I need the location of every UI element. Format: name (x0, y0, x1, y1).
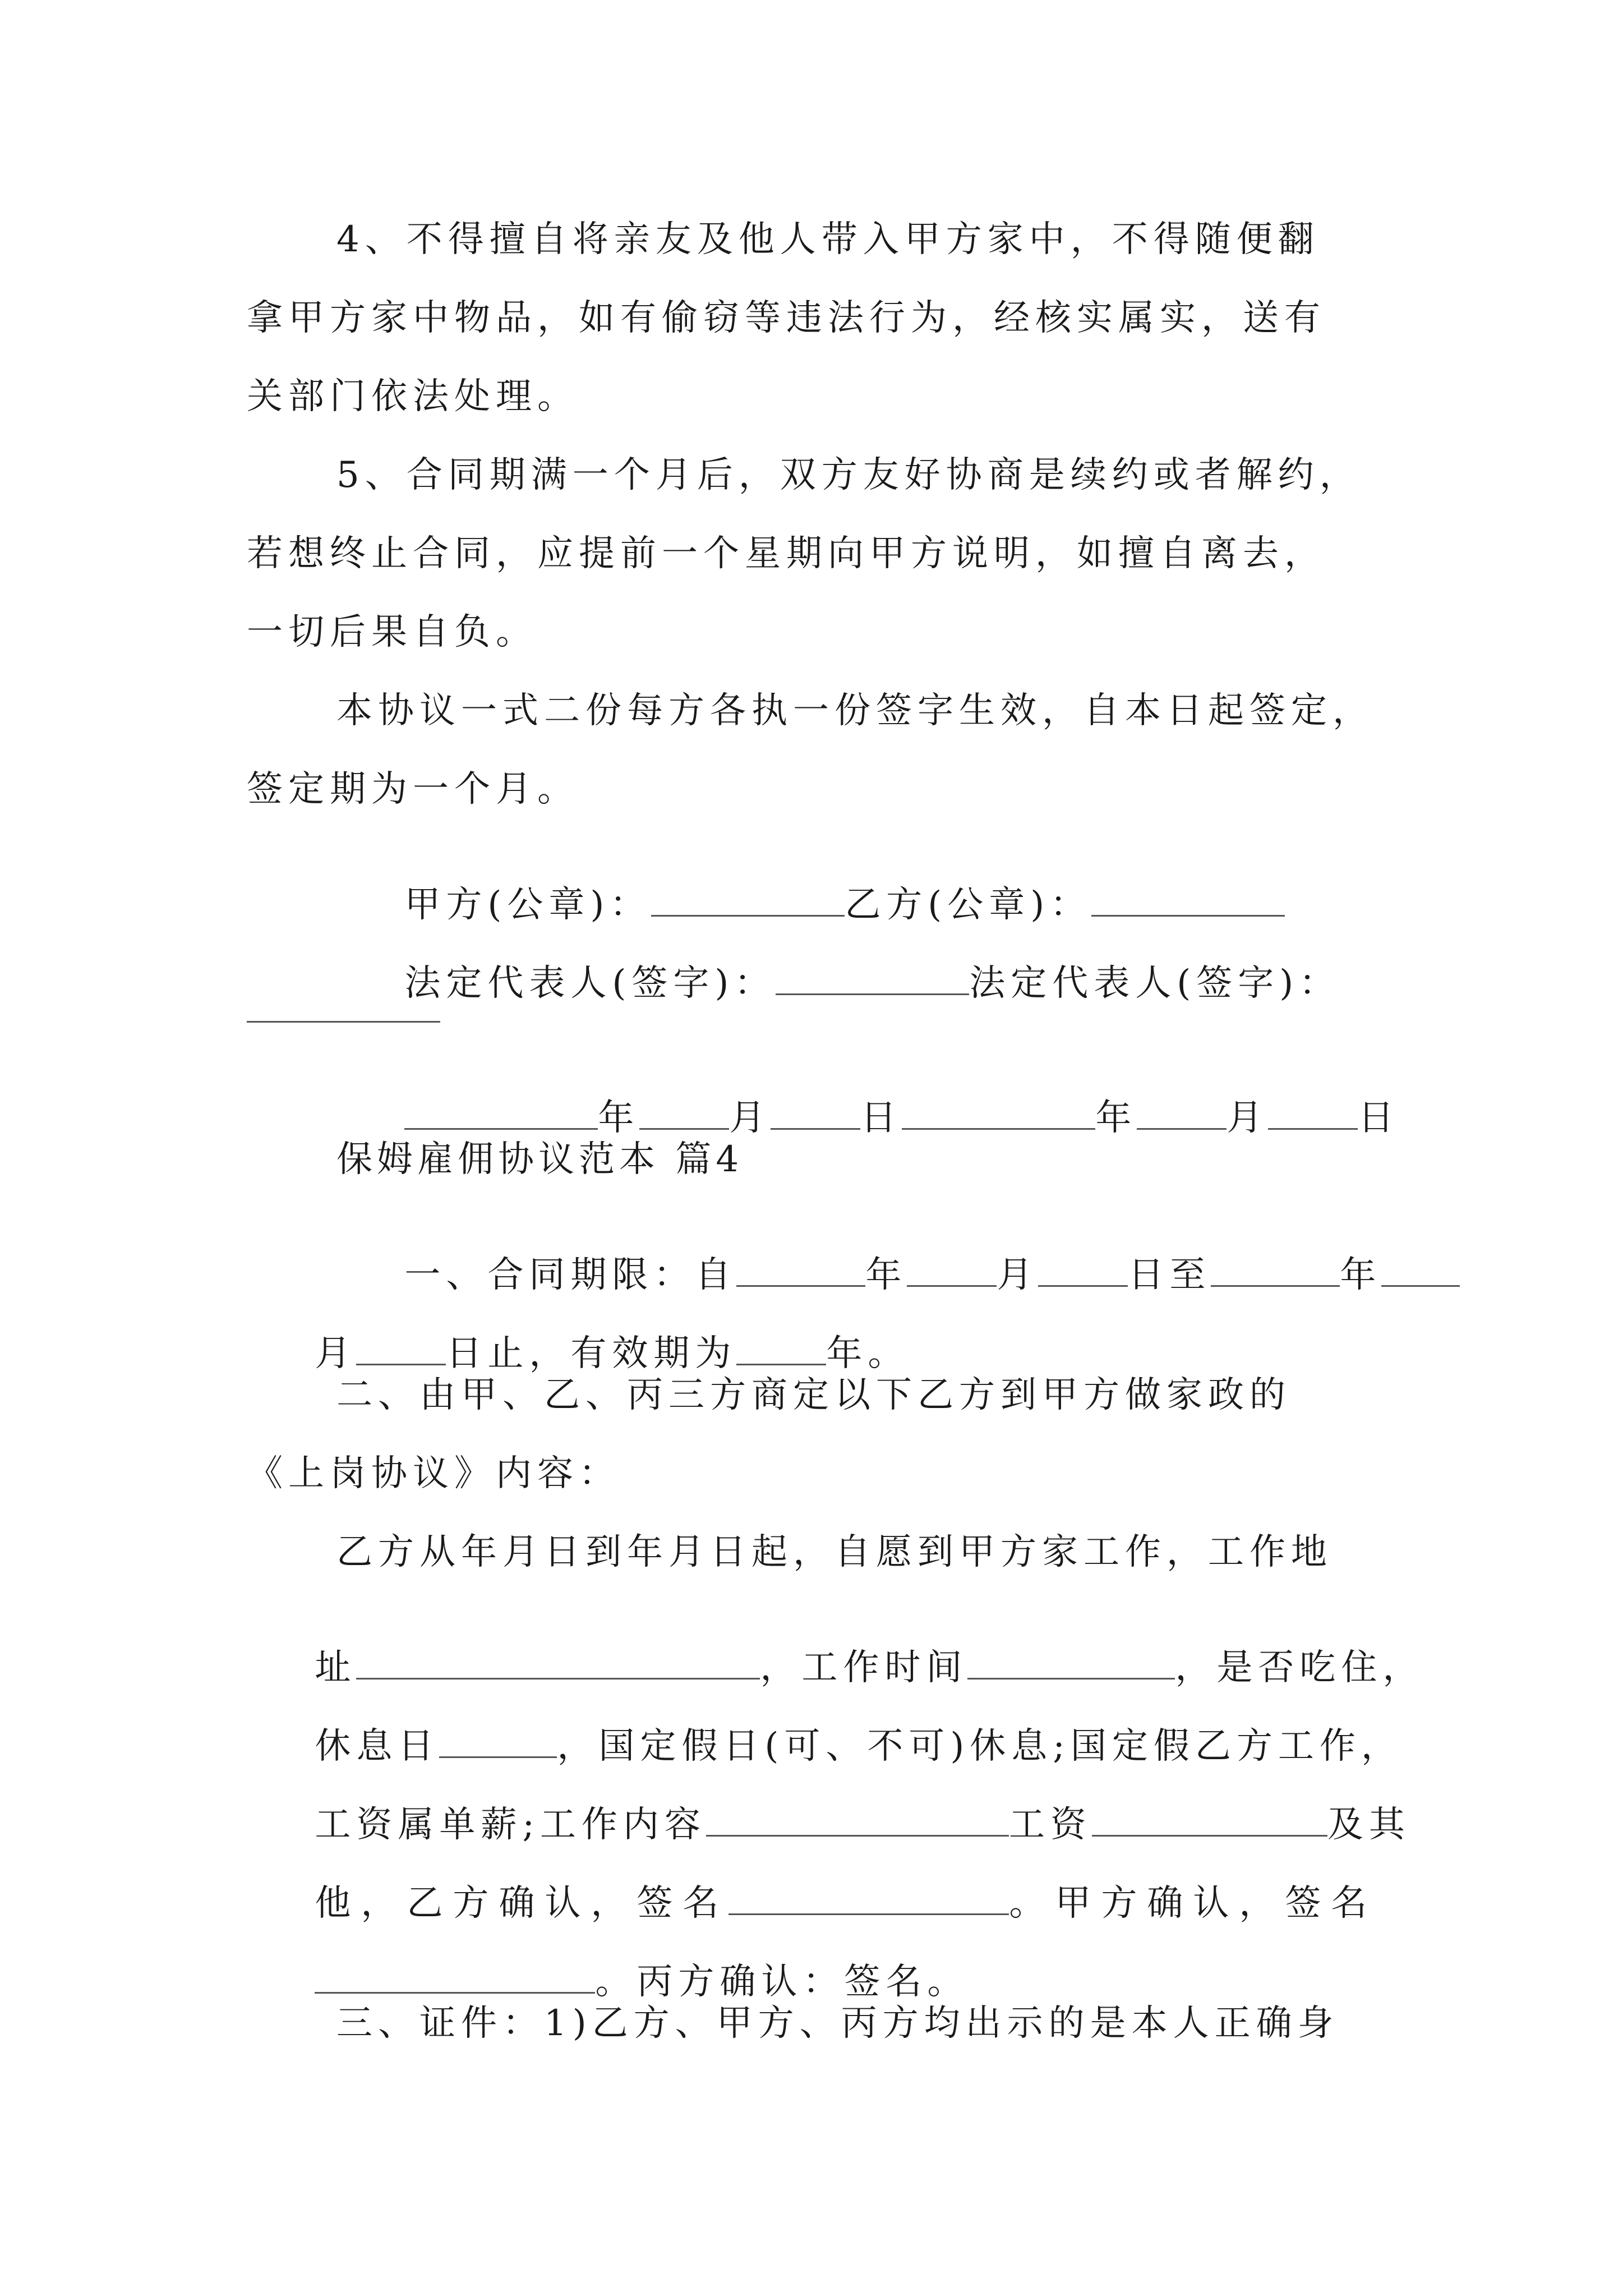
term-from-label: 一、合同期限：自 (404, 1254, 737, 1296)
party-a-legal-rep-blank (776, 964, 969, 995)
day-label-2: 日 (1358, 1097, 1400, 1139)
party-a-seal-label: 甲方(公章)： (404, 884, 652, 926)
month-label-2: 月 (1227, 1097, 1269, 1139)
others-label: 及其 (1327, 1804, 1410, 1846)
clause-5-line-1: 5、合同期满一个月后，双方友好协商是续约或者解约， (336, 454, 1361, 496)
term-to-day-blank (356, 1335, 446, 1365)
month-label: 月 (729, 1097, 771, 1139)
day-blank-2 (1268, 1099, 1358, 1130)
term-to-month-label: 月 (315, 1333, 357, 1374)
board-lodging-label: ，是否吃住， (1175, 1647, 1424, 1688)
month-blank (639, 1099, 729, 1130)
address-blank (356, 1649, 760, 1680)
validity-years-label: 年。 (826, 1333, 910, 1374)
work-hours-blank (967, 1649, 1175, 1680)
term-from-year-blank (736, 1256, 865, 1287)
party-b-seal-label: 乙方(公章)： (845, 884, 1092, 926)
year-blank-2 (902, 1099, 1095, 1130)
clause-4-line-3: 关部门依法处理。 (247, 376, 579, 417)
term-to-label: 日至 (1128, 1254, 1211, 1296)
term-to-month-blank (1381, 1256, 1460, 1287)
party-a-signature-label: 。甲方确认，签名 (1009, 1883, 1377, 1924)
section-heading: 保姆雇佣协议范本 篇4 (336, 1139, 744, 1180)
party-b-legal-rep-blank (247, 1021, 440, 1023)
rest-day-label: 休息日 (315, 1726, 440, 1767)
term-from-month-blank (907, 1256, 997, 1287)
term-end-label: 日止，有效期为 (446, 1333, 737, 1374)
clause-4-line-1: 4、不得擅自将亲友及他人带入甲方家中，不得随便翻 (336, 219, 1320, 260)
salary-label: 工资 (1008, 1804, 1092, 1846)
term-from-day-blank (1038, 1256, 1128, 1287)
agreement-copies-line-1: 本协议一式二份每方各执一份签字生效，自本日起签定， (336, 690, 1374, 731)
term-year-label: 年 (865, 1254, 907, 1296)
term-month-label: 月 (997, 1254, 1039, 1296)
validity-years-blank (736, 1335, 826, 1365)
address-label: 址 (315, 1647, 357, 1688)
employment-line-1: 乙方从年月日到年月日起，自愿到甲方家工作，工作地 (336, 1531, 1332, 1573)
day-blank (771, 1099, 860, 1130)
work-content-label: 工资属单薪;工作内容 (315, 1804, 706, 1846)
legal-rep-line (336, 928, 1340, 1037)
rest-day-blank (439, 1727, 557, 1758)
clause-two-line-2: 《上岗协议》内容： (247, 1453, 620, 1494)
party-a-signature-blank (315, 1963, 595, 1994)
day-label: 日 (860, 1097, 902, 1139)
year-blank (404, 1099, 598, 1130)
agreement-copies-line-2: 签定期为一个月。 (247, 769, 579, 810)
party-b-legal-rep-label: 法定代表人(签字)： (969, 963, 1341, 1004)
clause-4-line-2: 拿甲方家中物品，如有偷窃等违法行为，经核实属实，送有 (247, 297, 1326, 339)
year-label-2: 年 (1095, 1097, 1137, 1139)
work-content-blank (706, 1806, 1009, 1837)
party-b-signature-blank (728, 1884, 1009, 1915)
clause-5-line-3: 一切后果自负。 (247, 611, 537, 653)
month-blank-2 (1137, 1099, 1227, 1130)
work-hours-label: ，工作时间 (760, 1647, 968, 1688)
term-to-year-label: 年 (1340, 1254, 1382, 1296)
clause-5-line-2: 若想终止合同，应提前一个星期向甲方说明，如擅自离去， (247, 533, 1326, 574)
party-b-signature-label: 他，乙方确认，签名 (315, 1883, 729, 1924)
salary-blank (1092, 1806, 1327, 1837)
clause-two-line-1: 二、由甲、乙、丙三方商定以下乙方到甲方做家政的 (336, 1374, 1291, 1416)
year-label: 年 (598, 1097, 640, 1139)
clause-three-line-1: 三、证件：1)乙方、甲方、丙方均出示的是本人正确身 (336, 2003, 1339, 2044)
party-a-legal-rep-label: 法定代表人(签字)： (404, 963, 776, 1004)
party-a-seal-blank (651, 886, 845, 917)
party-c-signature-label: 。丙方确认：签名。 (595, 1961, 969, 2003)
party-b-seal-blank (1091, 886, 1285, 917)
holiday-label: ，国定假日(可、不可)休息;国定假乙方工作， (557, 1726, 1403, 1767)
term-to-year-blank (1211, 1256, 1340, 1287)
